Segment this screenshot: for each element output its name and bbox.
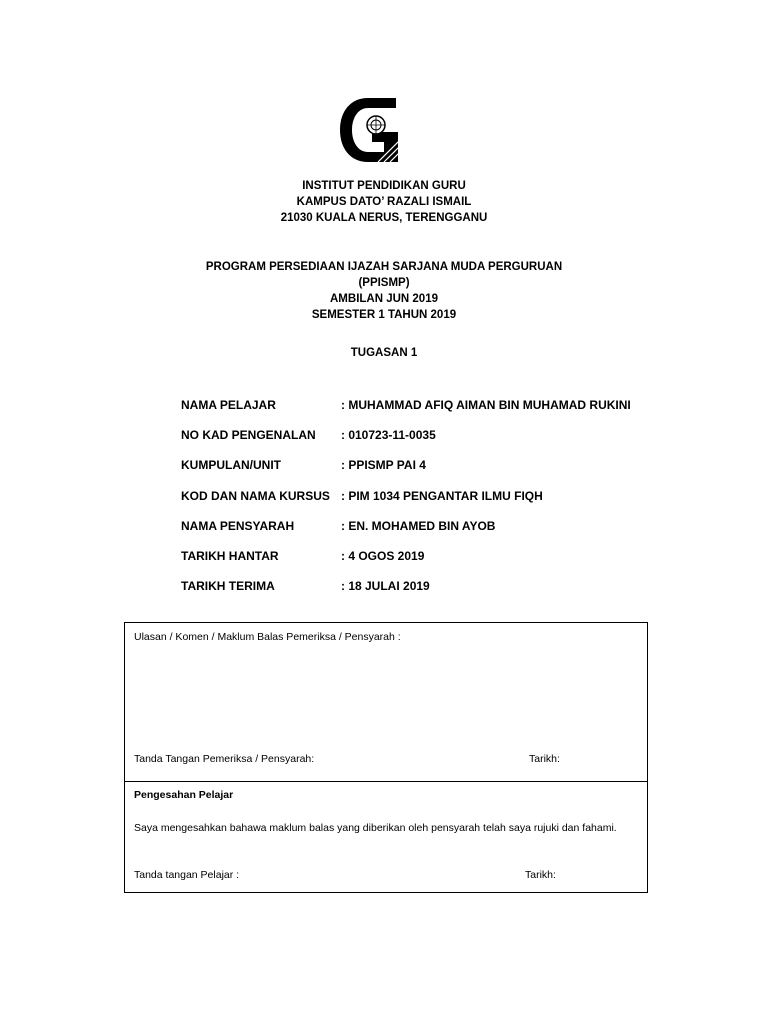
program-line: SEMESTER 1 TAHUN 2019 xyxy=(311,309,457,321)
field-value: : MUHAMMAD AFIQ AIMAN BIN MUHAMAD RUKINI xyxy=(341,398,631,412)
ipg-logo xyxy=(338,98,400,162)
field-label: KUMPULAN/UNIT xyxy=(181,458,281,473)
field-value: : 18 JULAI 2019 xyxy=(341,579,430,594)
field-label: NO KAD PENGENALAN xyxy=(181,428,316,443)
field-value: : EN. MOHAMED BIN AYOB xyxy=(341,518,496,533)
task-title-text: TUGASAN 1 xyxy=(350,347,418,359)
institution-line: 21030 KUALA NERUS, TERENGGANU xyxy=(280,212,488,224)
program-block xyxy=(0,259,768,323)
field-label: TARIKH TERIMA xyxy=(181,579,275,594)
confirmation-statement: Saya mengesahkan bahawa maklum balas yang diberikan oleh pensyarah telah saya rujuki dan fahami. xyxy=(134,822,617,834)
field-value: : 4 OGOS 2019 xyxy=(341,548,425,563)
field-value: : PPISMP PAI 4 xyxy=(341,458,426,473)
ipg-logo-icon xyxy=(338,98,400,162)
field-label: KOD DAN NAMA KURSUS xyxy=(181,488,330,503)
field-label: NAMA PELAJAR xyxy=(181,398,276,412)
program-line: (PPISMP) xyxy=(358,277,410,289)
feedback-box xyxy=(124,622,648,893)
institution-block xyxy=(0,178,768,226)
examiner-signature-label: Tanda Tangan Pemeriksa / Pensyarah: xyxy=(134,753,315,765)
comment-label: Ulasan / Komen / Maklum Balas Pemeriksa / Pensyarah : xyxy=(134,631,401,643)
institution-line: INSTITUT PENDIDIKAN GURU xyxy=(302,180,466,192)
task-title xyxy=(0,345,768,361)
student-date-label: Tarikh: xyxy=(525,869,556,881)
student-signature-label: Tanda tangan Pelajar : xyxy=(134,869,240,881)
program-line: AMBILAN JUN 2019 xyxy=(330,293,438,305)
field-value: : 010723-11-0035 xyxy=(341,428,436,443)
program-line: PROGRAM PERSEDIAAN IJAZAH SARJANA MUDA PERGURUAN xyxy=(205,261,563,273)
institution-line: KAMPUS DATO’ RAZALI ISMAIL xyxy=(296,196,472,208)
field-label: TARIKH HANTAR xyxy=(181,548,279,563)
box-divider xyxy=(125,781,647,782)
confirmation-heading: Pengesahan Pelajar xyxy=(134,789,234,801)
field-value: : PIM 1034 PENGANTAR ILMU FIQH xyxy=(341,488,543,503)
field-label: NAMA PENSYARAH xyxy=(181,518,295,533)
examiner-date-label: Tarikh: xyxy=(529,753,560,765)
